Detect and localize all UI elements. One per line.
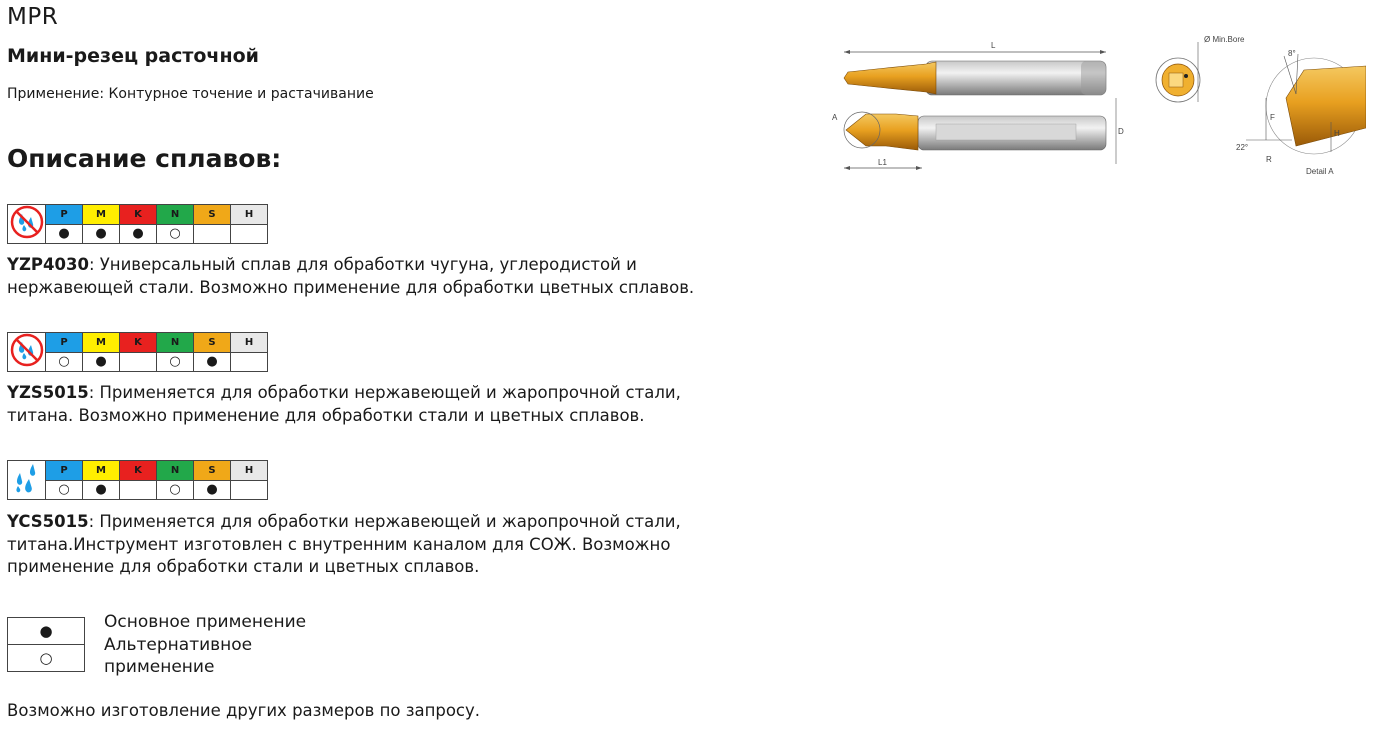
- alloy-description: [7, 511, 697, 579]
- alloy-name: YZS5015: [7, 383, 89, 402]
- mark-cell: ●: [194, 480, 231, 500]
- iso-n-header: N: [157, 205, 194, 225]
- iso-p-header: P: [46, 205, 83, 225]
- iso-p-header: P: [46, 333, 83, 353]
- footer-note: Возможно изготовление других размеров по запросу.: [7, 701, 481, 720]
- label-min-bore: Ø Min.Bore: [1204, 35, 1245, 44]
- alloys-heading: Описание сплавов:: [7, 144, 282, 173]
- mark-cell: ●: [83, 352, 120, 372]
- detail-a-insert: [1286, 66, 1366, 146]
- alloy-table: [7, 204, 268, 244]
- label-h: H: [1334, 129, 1340, 138]
- alloy-description: [7, 254, 697, 299]
- label-l1: L1: [878, 158, 887, 167]
- iso-s-header: S: [194, 333, 231, 353]
- mark-cell: ○: [157, 480, 194, 500]
- mark-cell: ○: [46, 480, 83, 500]
- alloy-name: YZP4030: [7, 255, 89, 274]
- mark-cell: ●: [83, 224, 120, 244]
- product-subtitle: Мини-резец расточной: [7, 45, 259, 67]
- mark-cell: ○: [46, 352, 83, 372]
- tool-drawing: [826, 28, 1366, 178]
- mark-cell: ●: [83, 480, 120, 500]
- alloy-table: [7, 332, 268, 372]
- iso-k-header: K: [120, 461, 157, 481]
- alloy-description: [7, 382, 697, 427]
- iso-s-header: S: [194, 205, 231, 225]
- iso-m-header: M: [83, 333, 120, 353]
- iso-n-header: N: [157, 333, 194, 353]
- no-coolant-icon: [8, 205, 46, 244]
- alloy-text: : Универсальный сплав для обработки чугуна, углеродистой и нержавеющей стали. Возможно применение для обработки цветных сплавов.: [7, 255, 695, 297]
- mark-cell: [120, 352, 157, 372]
- alloy-text: : Применяется для обработки нержавеющей и жаропрочной стали, титана. Возможно применение для обработки стали и цветных сплавов.: [7, 383, 681, 425]
- coolant-icon: [8, 461, 46, 500]
- mark-cell: ●: [120, 224, 157, 244]
- mark-cell: ○: [157, 352, 194, 372]
- insert-side: [846, 114, 918, 150]
- alloy-table: [7, 460, 268, 500]
- iso-s-header: S: [194, 461, 231, 481]
- mark-cell: ●: [194, 352, 231, 372]
- mark-cell: [194, 224, 231, 244]
- iso-k-header: K: [120, 205, 157, 225]
- label-f: F: [1270, 113, 1275, 122]
- mark-cell: [231, 224, 268, 244]
- mark-cell: ○: [157, 224, 194, 244]
- legend-table: [7, 617, 85, 672]
- no-coolant-icon: [8, 333, 46, 372]
- iso-h-header: H: [231, 333, 268, 353]
- insert-top: [844, 62, 936, 94]
- alternative-symbol: ○: [8, 645, 85, 672]
- mark-cell: ●: [46, 224, 83, 244]
- page-title: MPR: [7, 4, 59, 30]
- primary-symbol: ●: [8, 618, 85, 645]
- label-d: D: [1118, 127, 1124, 136]
- iso-m-header: M: [83, 461, 120, 481]
- label-l: L: [991, 41, 996, 50]
- label-angle-8: 8°: [1288, 49, 1296, 58]
- iso-h-header: H: [231, 205, 268, 225]
- primary-label: Основное применение: [104, 612, 307, 632]
- alloy-text: : Применяется для обработки нержавеющей и жаропрочной стали, титана.Инструмент изготовлен с внутренним каналом для СОЖ. Возможно применение для обработки стали и цветных сплавов.: [7, 512, 681, 576]
- alternative-label: Альтернативное применение: [104, 634, 253, 677]
- iso-p-header: P: [46, 461, 83, 481]
- iso-m-header: M: [83, 205, 120, 225]
- label-a: A: [832, 113, 838, 122]
- iso-h-header: H: [231, 461, 268, 481]
- mark-cell: [231, 480, 268, 500]
- shank-top: [926, 61, 1106, 95]
- application-text: Применение: Контурное точение и растачивание: [7, 86, 374, 102]
- label-detail-a: Detail A: [1306, 167, 1334, 176]
- label-r: R: [1266, 155, 1272, 164]
- mark-cell: [231, 352, 268, 372]
- legend-labels: [104, 611, 306, 679]
- iso-k-header: K: [120, 333, 157, 353]
- label-angle-22: 22°: [1236, 143, 1249, 152]
- mark-cell: [120, 480, 157, 500]
- iso-n-header: N: [157, 461, 194, 481]
- alloy-name: YCS5015: [7, 512, 89, 531]
